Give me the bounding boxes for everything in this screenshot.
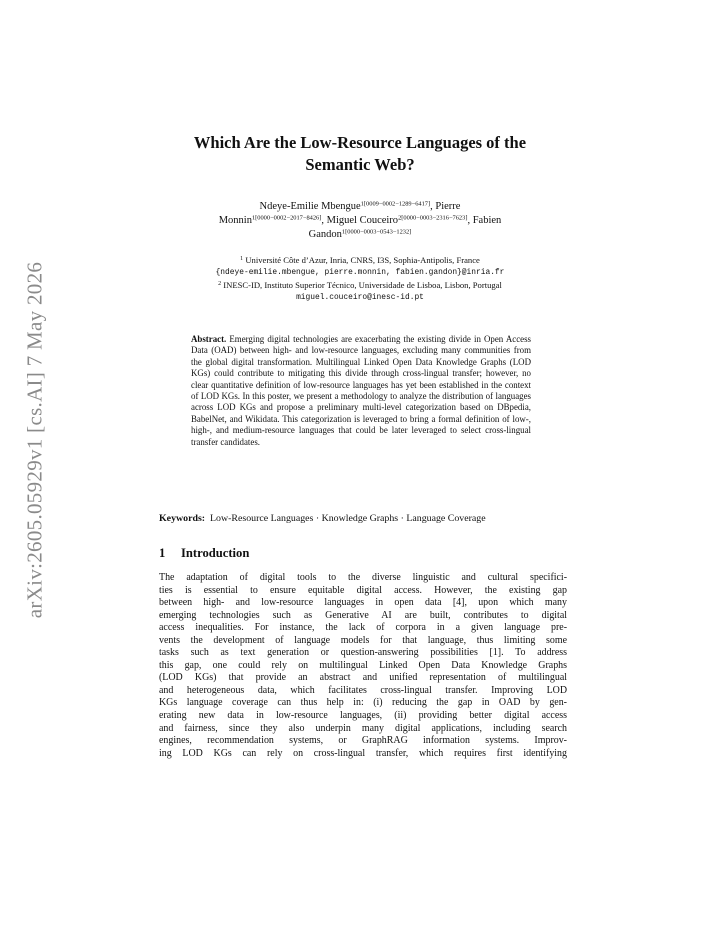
- intro-line: access inequalities. For instance, the lack of corpora in a given language pre-: [159, 622, 567, 634]
- intro-line: this gap, one could rely on multilingual Linked Open Data Knowledge Graphs: [159, 659, 567, 671]
- author-orcid: 2[0000−0003−2316−7623]: [398, 214, 468, 222]
- author-orcid: 1[0009−0002−1289−6417]: [360, 200, 431, 208]
- author-name: Monnin: [218, 215, 252, 226]
- intro-line: emerging technologies such as Generative AI are built, contributes to digital: [159, 609, 567, 621]
- affiliation-2-email: miguel.couceiro@inesc-id.pt: [296, 292, 424, 302]
- author-name: Pierre: [435, 201, 461, 212]
- abstract-label: Abstract.: [191, 334, 227, 344]
- author-name: Gandon: [308, 229, 342, 240]
- intro-line: ing LOD KGs can rely on cross-lingual transfer, which requires first identifying: [159, 747, 567, 759]
- abstract: [191, 334, 531, 448]
- intro-line: ties is essential to ensure equitable digital access. However, the existing gap: [159, 584, 567, 596]
- introduction-body: [159, 572, 567, 760]
- author-list: [150, 200, 570, 242]
- author-name: Fabien: [472, 215, 502, 226]
- affiliation-2: [150, 279, 570, 292]
- author-line-1: Ndeye-Emilie Mbengue$^{1[0009-0002-1289-6417]}$, Pierre: [259, 200, 461, 212]
- keywords-label: Keywords:: [159, 513, 206, 524]
- title-line-1: Which Are the Low-Resource Languages of the: [193, 133, 527, 152]
- affiliation-mark: 1: [240, 256, 244, 262]
- author-line-2: Monnin$^{1[0000-0002-2017-8426]}$, Miguel Couceiro$^{2[0000-0003-2316-7623]}$, Fabien: [218, 214, 502, 226]
- section-title: Introduction: [181, 546, 250, 560]
- intro-line: vents the development of language models for that language, thus limiting some: [159, 634, 567, 646]
- paper-title: [150, 132, 570, 176]
- title-line-2: Semantic Web?: [305, 155, 415, 174]
- intro-line: tasks such as text generation or question-answering possibilities [1]. To address: [159, 647, 567, 659]
- affiliation-1: [150, 254, 570, 267]
- affiliation-text: INESC-ID, Instituto Superior Técnico, Universidade de Lisboa, Lisbon, Portugal: [223, 280, 502, 290]
- affiliation-1-email: {ndeye-emilie.mbengue, pierre.monnin, fabien.gandon}@inria.fr: [215, 267, 505, 277]
- keywords-text: Low-Resource Languages · Knowledge Graphs · Language Coverage: [210, 513, 486, 524]
- author-orcid: 1[0000−0002−2017−8426]: [251, 214, 322, 222]
- section-number: 1: [159, 546, 166, 560]
- intro-line: between high- and low-resource languages in open data [4], upon which many: [159, 597, 567, 609]
- affiliation-text: Université Côte d’Azur, Inria, CNRS, I3S, Sophia-Antipolis, France: [245, 255, 480, 265]
- author-name: Miguel Couceiro: [326, 215, 399, 226]
- intro-line: (LOD KGs) that provide an abstract and unified representation of multilingual: [159, 672, 567, 684]
- section-heading: [159, 545, 249, 561]
- author-orcid: 1[0000−0003−0543−1232]: [341, 228, 412, 236]
- intro-line: KGs language coverage can thus help in: (i) reducing the gap in OAD by gen-: [159, 697, 567, 709]
- intro-line: engines, recommendation systems, or GraphRAG information systems. Improv-: [159, 735, 567, 747]
- affiliations: [150, 254, 570, 304]
- affiliation-mark: 2: [218, 281, 222, 287]
- arxiv-identifier-text: arXiv:2605.05929v1 [cs.AI] 7 May 2026: [22, 261, 47, 619]
- intro-line: erating new data in low-resource languages, (ii) providing better digital access: [159, 710, 567, 722]
- author-line-3: [150, 228, 570, 242]
- intro-line: and heterogeneous data, which facilitates cross-lingual transfer. Improving LOD: [159, 684, 567, 696]
- arxiv-identifier-stamp: [18, 250, 52, 630]
- author-name: Ndeye-Emilie Mbengue: [259, 201, 361, 212]
- abstract-text: Emerging digital technologies are exacerbating the existing divide in Open Access Data (OAD) between high- and low-resource languages, excluding many communities from the global digital transformation. Multilingual Linked Open Data Knowledge Graphs (LOD KGs) could contribute to mitigating this divide through cross-lingual transfer; however, no clear quantitative definition of low-resource languages has yet been established in the context of LOD KGs. In this poster, we present a methodology to analyze the distribution of languages across LOD KGs and propose a preliminary multi-level categorization based on DBpedia, BabelNet, and Wikidata. This categorization is leveraged to bring a formal definition of low-, high-, and medium-resource languages that could be later leveraged to select cross-lingual transfer candidates.: [191, 334, 532, 447]
- intro-line: The adaptation of digital tools to the diverse linguistic and cultural specifici-: [159, 572, 567, 583]
- intro-line: and fairness, since they also underpin many digital applications, including search: [159, 722, 567, 734]
- keywords: [159, 512, 569, 525]
